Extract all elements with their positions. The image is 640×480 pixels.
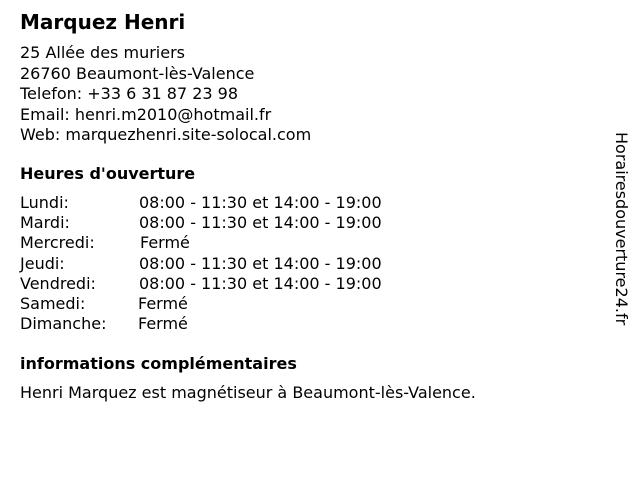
day-label: Lundi: [20,193,69,212]
day-label: Vendredi: [20,273,96,293]
day-label: Dimanche: [20,314,107,334]
hours-value: 08:00 - 11:30 et 14:00 - 19:00 [139,253,382,273]
address-line-1: 25 Allée des muriers [20,43,185,62]
day-label: Samedi: [20,293,86,313]
hours-value: 08:00 - 11:30 et 14:00 - 19:00 [139,273,382,293]
email-line: Email: henri.m2010@hotmail.fr [20,104,272,124]
hours-value: 08:00 - 11:30 et 14:00 - 19:00 [139,193,382,212]
hours-value: Fermé [138,314,188,334]
day-label: Mercredi: [20,233,95,253]
web-line: Web: marquezhenri.site-solocal.com [20,125,312,144]
address-line-2: 26760 Beaumont-lès-Valence [20,63,255,83]
hours-value: Fermé [140,233,190,253]
business-name: Marquez Henri [20,10,186,34]
hours-value: Fermé [138,293,188,313]
day-label: Mardi: [20,213,70,233]
hours-value: 08:00 - 11:30 et 14:00 - 19:00 [139,213,382,233]
additional-info-heading: informations complémentaires [20,354,297,373]
day-label: Jeudi: [20,253,65,273]
additional-info-text: Henri Marquez est magnétiseur à Beaumont-lès-Valence. [20,383,476,402]
contact-block [20,43,311,146]
site-watermark: Horairesdouverture24.fr [612,132,631,326]
opening-hours-heading: Heures d'ouverture [20,164,196,183]
phone-line: Telefon: +33 6 31 87 23 98 [20,84,239,103]
